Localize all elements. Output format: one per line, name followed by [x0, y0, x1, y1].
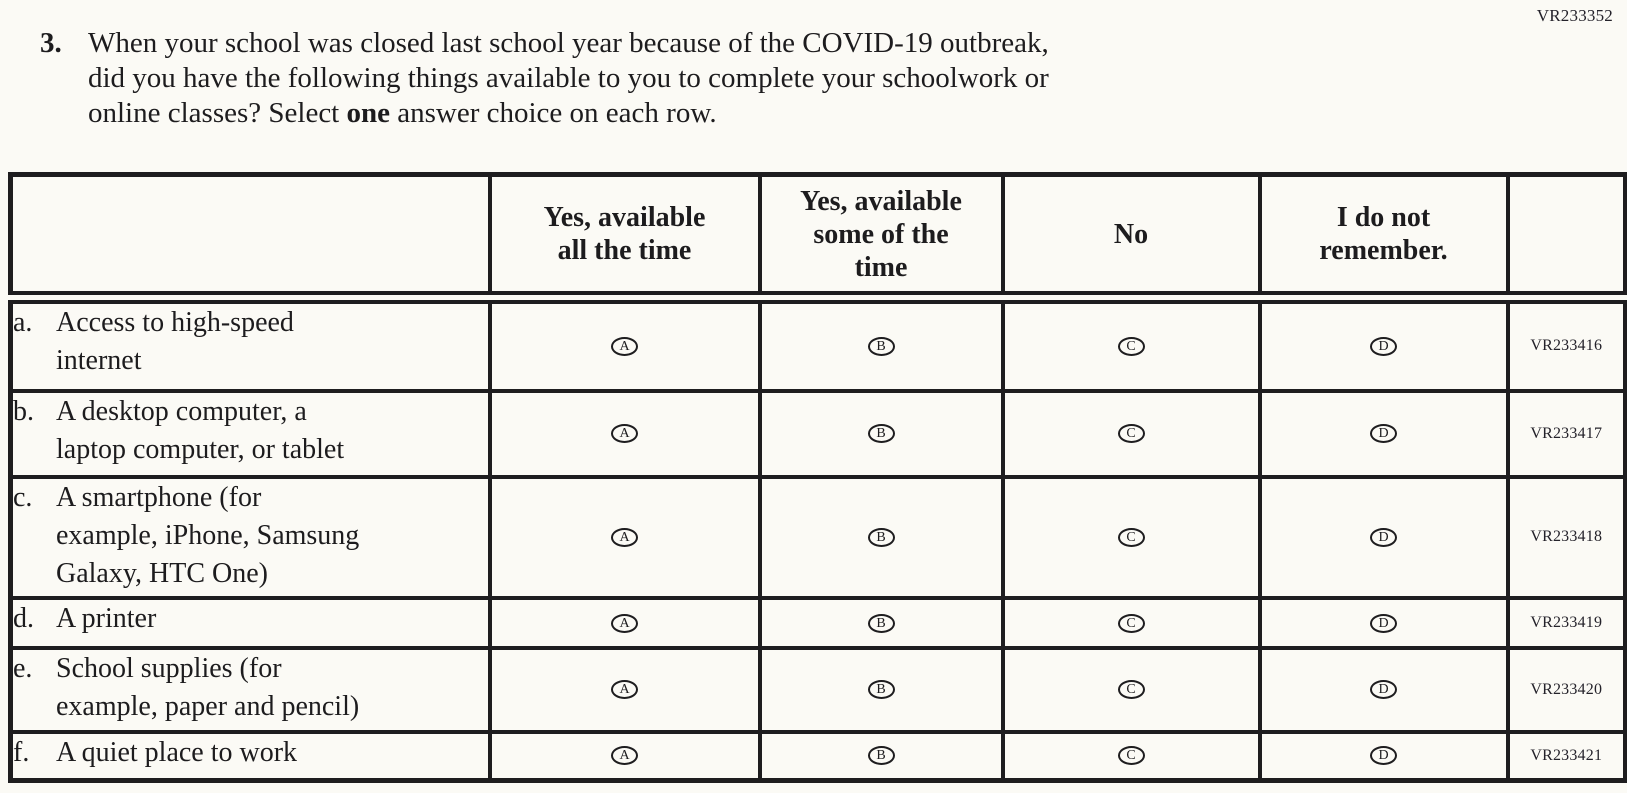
table-row-c	[11, 477, 1626, 599]
answer-bubble-b[interactable]: B	[868, 614, 895, 633]
response-grid	[8, 172, 1627, 783]
table-row-a	[11, 298, 1626, 391]
question-block	[40, 26, 1049, 131]
answer-bubble-d[interactable]: D	[1370, 528, 1397, 547]
answer-bubble-c[interactable]: C	[1118, 528, 1145, 547]
answer-bubble-c[interactable]: C	[1118, 614, 1145, 633]
table-row-d	[11, 598, 1626, 648]
col-header-no: No	[1003, 175, 1260, 298]
item-label-cell: a. Access to high-speed internet	[11, 298, 490, 391]
answer-bubble-a[interactable]: A	[611, 424, 638, 443]
col-header-code	[1508, 175, 1626, 298]
item-label-cell: e. School supplies (for example, paper and pencil)	[11, 648, 490, 732]
answer-bubble-c[interactable]: C	[1118, 424, 1145, 443]
answer-bubble-b[interactable]: B	[868, 337, 895, 356]
col-header-yes-some-of-the-time: Yes, available some of the time	[760, 175, 1003, 298]
question-line-2: did you have the following things available to you to complete your schoolwork or	[88, 62, 1049, 94]
answer-bubble-d[interactable]: D	[1370, 424, 1397, 443]
answer-bubble-b[interactable]: B	[868, 528, 895, 547]
col-header-yes-all-the-time: Yes, available all the time	[490, 175, 760, 298]
item-label-cell: c. A smartphone (for example, iPhone, Samsung Galaxy, HTC One)	[11, 477, 490, 599]
question-text	[88, 26, 1049, 131]
item-label-cell: f. A quiet place to work	[11, 732, 490, 781]
row-code: VR233416	[1508, 298, 1626, 391]
answer-bubble-c[interactable]: C	[1118, 337, 1145, 356]
answer-bubble-d[interactable]: D	[1370, 680, 1397, 699]
row-code: VR233421	[1508, 732, 1626, 781]
header-row	[11, 175, 1626, 298]
row-code: VR233420	[1508, 648, 1626, 732]
answer-bubble-d[interactable]: D	[1370, 746, 1397, 765]
question-number: 3.	[40, 27, 62, 59]
answer-bubble-c[interactable]: C	[1118, 680, 1145, 699]
table-row-e	[11, 648, 1626, 732]
answer-bubble-d[interactable]: D	[1370, 614, 1397, 633]
answer-bubble-b[interactable]: B	[868, 746, 895, 765]
answer-bubble-b[interactable]: B	[868, 680, 895, 699]
answer-bubble-b[interactable]: B	[868, 424, 895, 443]
item-label-cell: b. A desktop computer, a laptop computer, or tablet	[11, 391, 490, 477]
page-form-code: VR233352	[1536, 6, 1613, 25]
col-header-do-not-remember: I do not remember.	[1260, 175, 1508, 298]
row-code: VR233417	[1508, 391, 1626, 477]
row-code: VR233419	[1508, 598, 1626, 648]
answer-bubble-d[interactable]: D	[1370, 337, 1397, 356]
question-line-3: online classes? Select one answer choice on each row.	[88, 97, 717, 129]
question-bold-word: one	[346, 97, 390, 129]
answer-bubble-a[interactable]: A	[611, 680, 638, 699]
col-header-items	[11, 175, 490, 298]
item-label-cell: d. A printer	[11, 598, 490, 648]
row-code: VR233418	[1508, 477, 1626, 599]
answer-bubble-c[interactable]: C	[1118, 746, 1145, 765]
table-row-b	[11, 391, 1626, 477]
answer-bubble-a[interactable]: A	[611, 614, 638, 633]
table-row-f	[11, 732, 1626, 781]
answer-bubble-a[interactable]: A	[611, 337, 638, 356]
question-line-1: When your school was closed last school year because of the COVID-19 outbreak,	[88, 27, 1049, 59]
answer-bubble-a[interactable]: A	[611, 746, 638, 765]
answer-bubble-a[interactable]: A	[611, 528, 638, 547]
